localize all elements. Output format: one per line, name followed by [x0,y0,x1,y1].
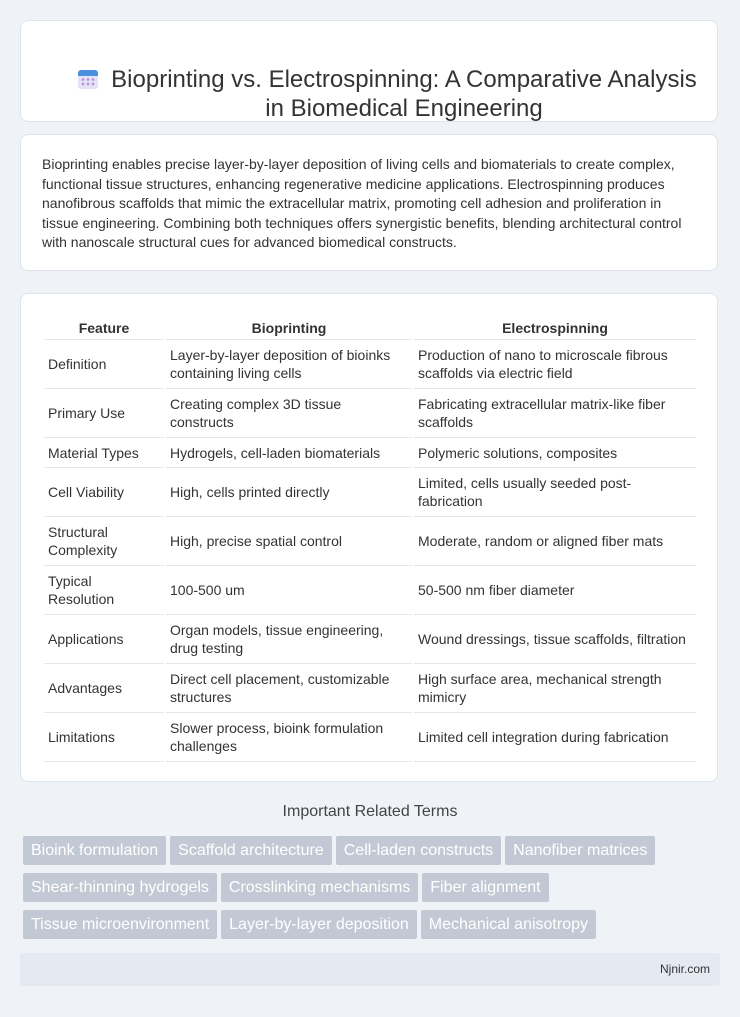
feature-cell: Applications [44,615,164,664]
comparison-table-card [20,293,718,782]
related-terms-tags [23,836,703,947]
bioprinting-cell: High, cells printed directly [166,468,412,517]
related-term-tag[interactable]: Mechanical anisotropy [421,910,596,939]
title-card [20,20,718,122]
related-term-tag[interactable]: Scaffold architecture [170,836,332,865]
page-title: Bioprinting vs. Electrospinning: A Comparative Analysis in Biomedical Engineering [111,66,697,122]
related-term-tag[interactable]: Cell-laden constructs [336,836,501,865]
bioprinting-cell: Hydrogels, cell-laden biomaterials [166,438,412,468]
related-term-tag[interactable]: Crosslinking mechanisms [221,873,418,902]
table-row [44,664,696,713]
bioprinting-cell: High, precise spatial control [166,517,412,566]
calendar-icon [76,67,100,91]
electrospinning-cell: Production of nano to microscale fibrous scaffolds via electric field [414,340,696,389]
intro-text: Bioprinting enables precise layer-by-layer deposition of living cells and biomaterials to create complex, functional tissue structures, enhancing regenerative medicine applications. Electrospinning produces nanofibrous scaffolds that mimic the extracellular matrix, promoting cell adhesion and proliferation in tissue engineering. Combining both techniques offers synergistic benefits, blending architectural control with nanoscale structural cues for advanced biomedical constructs. [42,156,682,251]
table-row [44,713,696,762]
feature-cell: Material Types [44,438,164,468]
electrospinning-cell: Moderate, random or aligned fiber mats [414,517,696,566]
electrospinning-cell: Polymeric solutions, composites [414,438,696,468]
feature-cell: Typical Resolution [44,566,164,615]
feature-cell: Advantages [44,664,164,713]
table-row [44,438,696,468]
footer [20,953,720,986]
electrospinning-cell: Limited cell integration during fabrication [414,713,696,762]
bioprinting-cell: Direct cell placement, customizable structures [166,664,412,713]
table-row [44,389,696,438]
electrospinning-cell: Limited, cells usually seeded post-fabrication [414,468,696,517]
table-row [44,566,696,615]
bioprinting-cell: Organ models, tissue engineering, drug testing [166,615,412,664]
table-header-row [44,315,696,340]
header-electrospinning: Electrospinning [414,315,696,340]
bioprinting-cell: Layer-by-layer deposition of bioinks containing living cells [166,340,412,389]
bioprinting-cell: Creating complex 3D tissue constructs [166,389,412,438]
related-term-tag[interactable]: Fiber alignment [422,873,548,902]
table-row [44,615,696,664]
feature-cell: Primary Use [44,389,164,438]
related-term-tag[interactable]: Shear-thinning hydrogels [23,873,217,902]
intro-card [20,134,718,271]
related-term-tag[interactable]: Layer-by-layer deposition [221,910,417,939]
bioprinting-cell: Slower process, bioink formulation challenges [166,713,412,762]
electrospinning-cell: High surface area, mechanical strength mimicry [414,664,696,713]
related-term-tag[interactable]: Tissue microenvironment [23,910,217,939]
comparison-table [42,315,698,762]
feature-cell: Structural Complexity [44,517,164,566]
feature-cell: Definition [44,340,164,389]
feature-cell: Limitations [44,713,164,762]
electrospinning-cell: 50-500 nm fiber diameter [414,566,696,615]
related-term-tag[interactable]: Nanofiber matrices [505,836,655,865]
related-terms-title: Important Related Terms [282,803,458,820]
table-row [44,517,696,566]
related-term-tag[interactable]: Bioink formulation [23,836,166,865]
electrospinning-cell: Fabricating extracellular matrix-like fiber scaffolds [414,389,696,438]
table-row [44,340,696,389]
footer-site-link[interactable]: Njnir.com [659,962,710,976]
bioprinting-cell: 100-500 um [166,566,412,615]
electrospinning-cell: Wound dressings, tissue scaffolds, filtration [414,615,696,664]
table-row [44,468,696,517]
header-feature: Feature [44,315,164,340]
feature-cell: Cell Viability [44,468,164,517]
header-bioprinting: Bioprinting [166,315,412,340]
